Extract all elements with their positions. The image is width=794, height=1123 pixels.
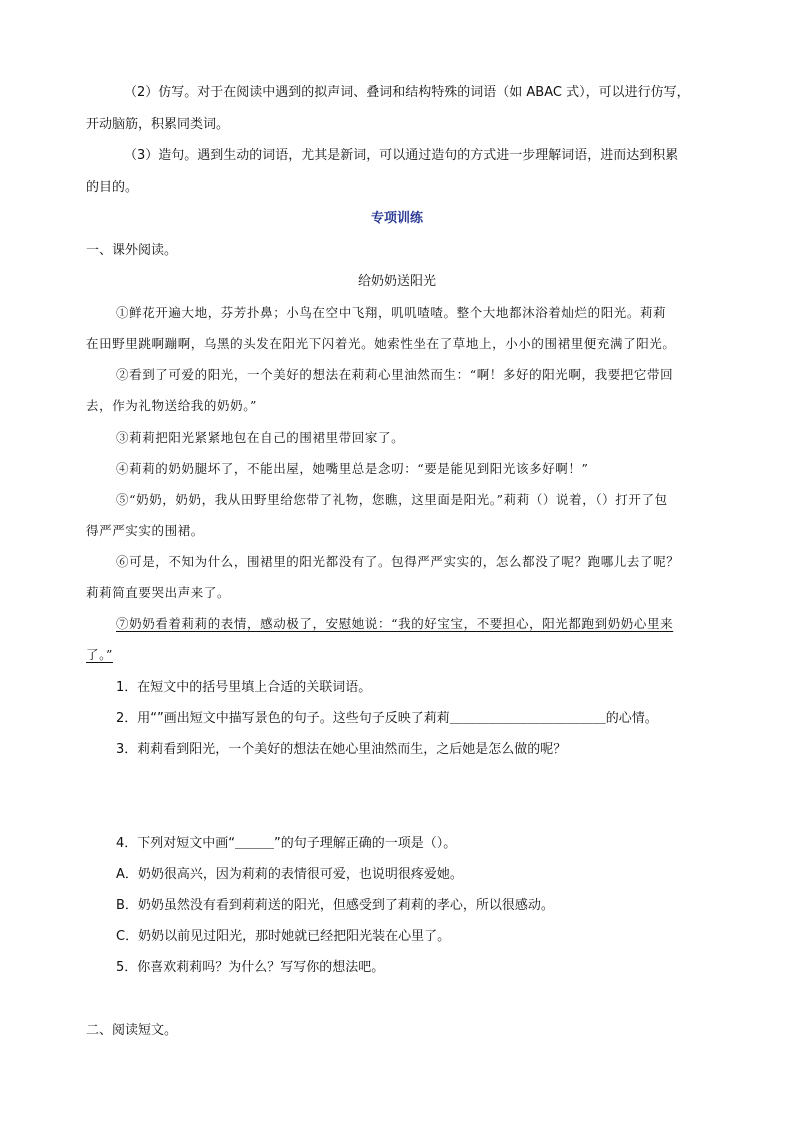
passage-line: ⑤“奶奶，奶奶，我从田野里给您带了礼物，您瞧，这里面是阳光。”莉莉（）说着，（）打开了包 [116,492,668,507]
part-1-heading: 一、课外阅读。 [86,243,178,258]
section-title: 专项训练 [370,211,423,226]
question-3: 3．莉莉看到阳光，一个美好的想法在她心里油然而生，之后她是怎么做的呢？ [116,742,567,757]
question-2: 2．用“”画出短文中描写景色的句子。这些句子反映了莉莉＿＿＿＿＿＿＿＿＿＿＿＿的心情。 [116,711,658,726]
option-b: B．奶奶虽然没有看到莉莉送的阳光，但感受到了莉莉的孝心，所以很感动。 [116,898,554,913]
passage-line: 得严严实实的围裙。 [86,523,204,538]
intro-paragraph-3-line-2: 的目的。 [86,180,139,195]
passage-line: 莉莉简直要哭出声来了。 [86,585,231,600]
option-c: C．奶奶以前见过阳光，那时她就已经把阳光装在心里了。 [116,929,451,944]
question-1: 1．在短文中的括号里填上合适的关联词语。 [116,680,372,695]
intro-paragraph-2-line-2: 开动脑筋，积累同类词。 [86,117,230,132]
passage-line: 在田野里跳啊蹦啊，乌黑的头发在阳光下闪着光。她索性坐在了草地上，小小的围裙里便充满了阳光。 [86,336,676,351]
intro-paragraph-2-line-1: （2）仿写。对于在阅读中遇到的拟声词、叠词和结构特殊的词语（如 ABAC 式），可以进行仿写， [124,85,690,100]
passage-line-underlined: 了。” [86,647,113,662]
passage-line: ③莉莉把阳光紧紧地包在自己的围裙里带回家了。 [116,430,405,445]
passage-line-underlined: ⑦奶奶看着莉莉的表情，感动极了，安慰她说：“我的好宝宝，不要担心，阳光都跑到奶奶心里来 [116,616,674,631]
intro-paragraph-3-line-1: （3）造句。遇到生动的词语，尤其是新词，可以通过造句的方式进一步理解词语，进而达到积累 [124,148,679,163]
option-a: A．奶奶很高兴，因为莉莉的表情很可爱，也说明很疼爱她。 [116,867,463,882]
passage-line: ⑥可是，不知为什么，围裙里的阳光都没有了。包得严严实实的，怎么都没了呢？跑哪儿去了呢？ [116,554,680,569]
passage-line: ②看到了可爱的阳光，一个美好的想法在莉莉心里油然而生：“啊！多好的阳光啊，我要把它带回 [116,367,674,382]
question-5: 5．你喜欢莉莉吗？为什么？写写你的想法吧。 [116,960,385,975]
passage-line: ④莉莉的奶奶腿坏了，不能出屋，她嘴里总是念叨：“要是能见到阳光该多好啊！” [116,461,589,476]
part-2-heading: 二、阅读短文。 [86,1023,178,1038]
passage-line: ①鲜花开遍大地，芬芳扑鼻；小鸟在空中飞翔，叽叽喳喳。整个大地都沐浴着灿烂的阳光。莉莉 [116,305,667,320]
question-4: 4．下列对短文中画“＿＿＿”的句子理解正确的一项是（）。 [116,836,457,851]
passage-line: 去，作为礼物送给我的奶奶。” [86,398,258,413]
passage-title: 给奶奶送阳光 [357,274,436,289]
